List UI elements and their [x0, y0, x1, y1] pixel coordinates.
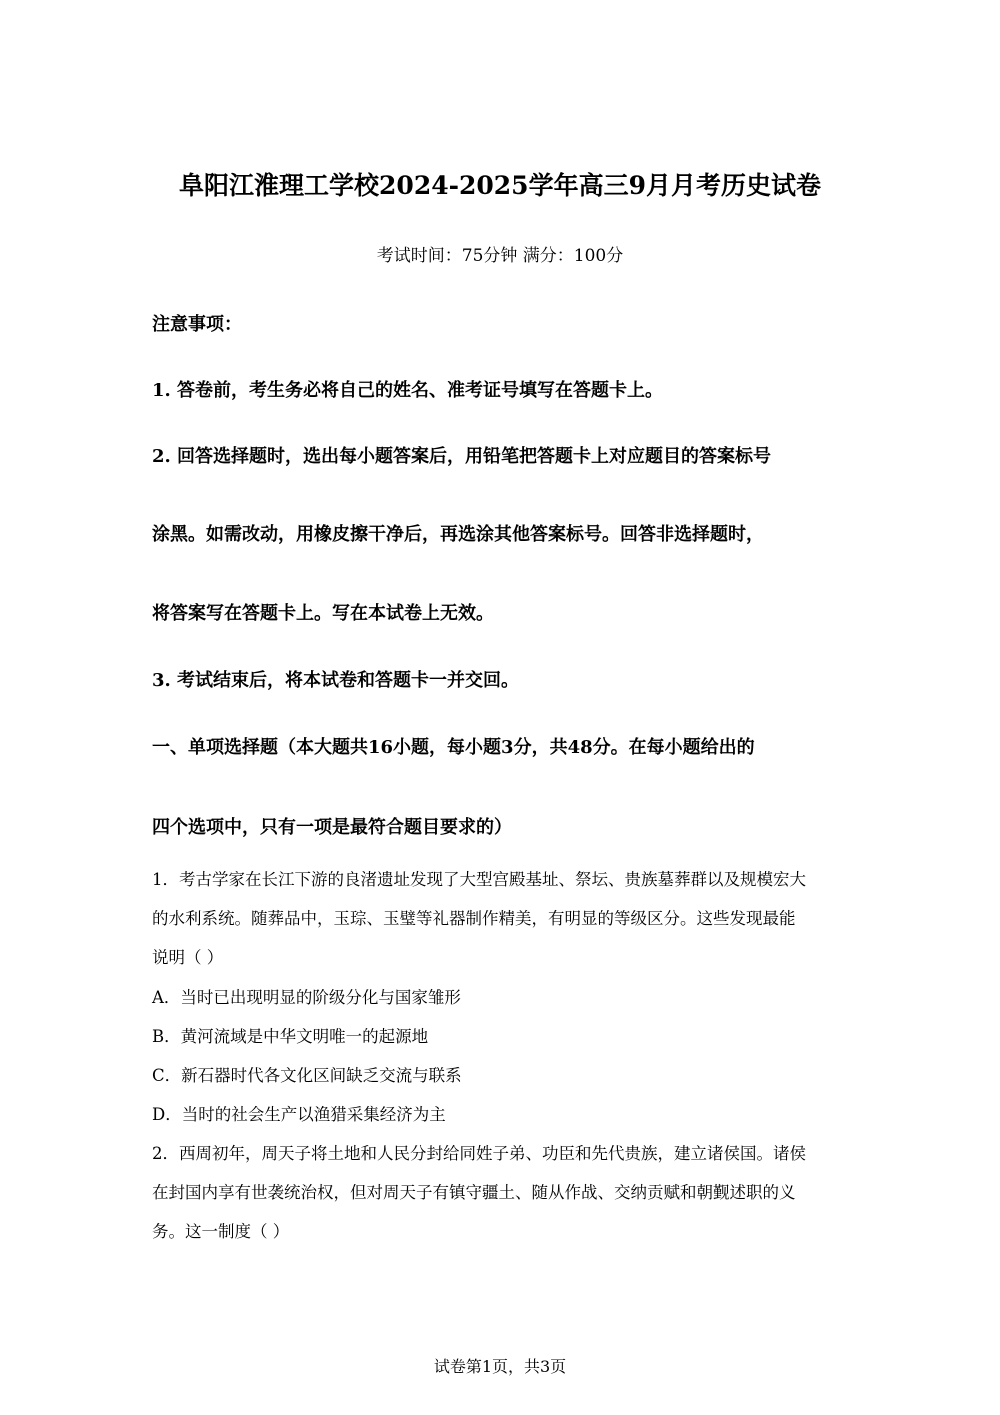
- question-1-option-d: D．当时的社会生产以渔猎采集经济为主: [152, 1105, 446, 1124]
- question-2-stem: 2．西周初年，周天子将土地和人民分封给同姓子弟、功臣和先代贵族，建立诸侯国。诸侯: [152, 1144, 806, 1163]
- page-footer: 试卷第1页，共3页: [433, 1357, 567, 1376]
- section-heading: 四个选项中，只有一项是最符合题目要求的）: [152, 817, 512, 838]
- question-1-option-b: B．黄河流域是中华文明唯一的起源地: [152, 1027, 429, 1046]
- question-1-option-c: C．新石器时代各文化区间缺乏交流与联系: [152, 1066, 462, 1085]
- notice-line: 涂黑。如需改动，用橡皮擦干净后，再选涂其他答案标号。回答非选择题时，: [152, 524, 764, 545]
- question-1-stem: 的水利系统。随葬品中，玉琮、玉璧等礼器制作精美，有明显的等级区分。这些发现最能: [152, 909, 796, 928]
- question-1-stem: 1．考古学家在长江下游的良渚遗址发现了大型宫殿基址、祭坛、贵族墓葬群以及规模宏大: [152, 870, 806, 889]
- notice-line: 2. 回答选择题时，选出每小题答案后，用铅笔把答题卡上对应题目的答案标号: [152, 446, 772, 467]
- question-1-option-a: A．当时已出现明显的阶级分化与国家雏形: [152, 988, 461, 1007]
- notice-line: 将答案写在答题卡上。写在本试卷上无效。: [152, 603, 494, 624]
- notice-line: 1. 答卷前，考生务必将自己的姓名、准考证号填写在答题卡上。: [152, 380, 664, 401]
- question-2-stem: 在封国内享有世袭统治权，但对周天子有镇守疆土、随从作战、交纳贡赋和朝觐述职的义: [152, 1183, 796, 1202]
- section-heading: 一、单项选择题（本大题共16小题，每小题3分，共48分。在每小题给出的: [152, 737, 755, 758]
- notice-line: 3. 考试结束后，将本试卷和答题卡一并交回。: [152, 670, 520, 691]
- exam-time-and-score: 考试时间：75分钟 满分：100分: [376, 246, 624, 266]
- question-1-stem: 说明（ ）: [152, 948, 224, 967]
- exam-title: 阜阳江淮理工学校2024-2025学年高三9月月考历史试卷: [179, 171, 821, 200]
- notice-heading: 注意事项：: [152, 314, 242, 335]
- question-2-stem: 务。这一制度（ ）: [152, 1222, 290, 1241]
